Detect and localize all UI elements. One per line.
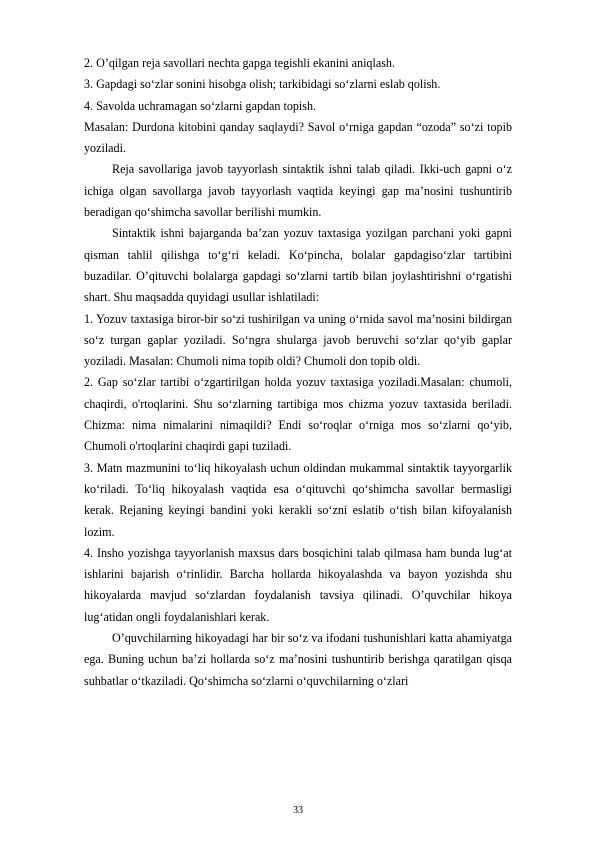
- body-paragraph: Reja savollariga javob tayyorlash sintaktik ishni talab qiladi. Ikki-uch gapni o‘z ichiga olgan savollarga javob tayyorlash vaqtida keyingi gap ma’nosini tushuntirib beradigan qo‘shimcha savollar berilishi mumkin.: [84, 162, 512, 220]
- method-item-3: 3. Matn mazmunini to‘liq hikoyalash uchun oldindan mukammal sintaktik tayyorgarlik ko‘riladi. To‘liq hikoyalash vaqtida esa o‘qituvchi qo‘shimcha savollar bermasligi kerak. Rejaning keyingi bandini yoki kerakli so‘zni eslatib o‘tish bilan kifoyalanish lozim.: [84, 460, 512, 539]
- list-item-2: 2. O’qilgan reja savollari nechta gapga tegishli ekanini aniqlash.: [84, 56, 395, 70]
- page-number: 33: [293, 805, 303, 816]
- method-item-2: 2. Gap so‘zlar tartibi o‘zgartirilgan holda yozuv taxtasiga yoziladi.Masalan: chumoli, chaqirdi, o'rtoqlarini. Shu so‘zlarning tartibiga mos chizma yozuv taxtasida beriladi. Chizma: nima nimalarini nimaqildi? Endi so‘roqlar o‘rniga mos so‘zlarni qo‘yib, Chumoli o'rtoqlarini chaqirdi gapi tuziladi.: [84, 375, 512, 454]
- method-item-4: 4. Insho yozishga tayyorlanish maxsus dars bosqichini talab qilmasa ham bunda lug‘at ishlarini bajarish o‘rinlidir. Barcha hollarda hikoyalashda va bayon yozishda shu hikoyalarda mavjud so‘zlardan foydalanish tavsiya qilinadi. O’quvchilar hikoya lug‘atidan ongli foydalanishlari kerak.: [84, 545, 512, 624]
- list-item-4: 4. Savolda uchramagan so‘zlarni gapdan topish.: [84, 98, 317, 113]
- example-paragraph: Masalan: Durdona kitobini qanday saqlaydi? Savol o‘rniga gapdan “ozoda” so‘zi topib yoziladi.: [84, 119, 512, 156]
- list-item-3: 3. Gapdagi so‘zlar sonini hisobga olish; tarkibidagi so‘zlarni eslab qolish.: [84, 77, 441, 92]
- document-page: [84, 53, 512, 692]
- body-paragraph: O’quvchilarning hikoyadagi har bir so‘z va ifodani tushunishlari katta ahamiyatga ega. Buning uchun ba’zi hollarda so‘z ma’nosini tushuntirib berishga qaratilgan qisqa suhbatlar o‘tkaziladi. Qo‘shimcha so‘zlarni o‘quvchilarning o‘zlari: [84, 631, 512, 688]
- body-paragraph: Sintaktik ishni bajarganda ba’zan yozuv taxtasiga yozilgan parchani yoki gapni qisman tahlil qilishga to‘g‘ri keladi. Ko‘pincha, bolalar gapdagiso‘zlar tartibini buzadilar. O’qituvchi bolalarga gapdagi so‘zlarni tartib bilan joylashtirishni o‘rgatishi shart. Shu maqsadda quyidagi usullar ishlatiladi:: [84, 226, 512, 305]
- method-item-1: 1. Yozuv taxtasiga biror-bir so‘zi tushirilgan va uning o‘rnida savol ma’nosini bildirgan so‘z turgan gaplar yoziladi. So‘ngra shularga javob beruvchi so‘zlar qo‘yib gaplar yoziladi. Masalan: Chumoli nima topib oldi? Chumoli don topib oldi.: [84, 311, 512, 369]
